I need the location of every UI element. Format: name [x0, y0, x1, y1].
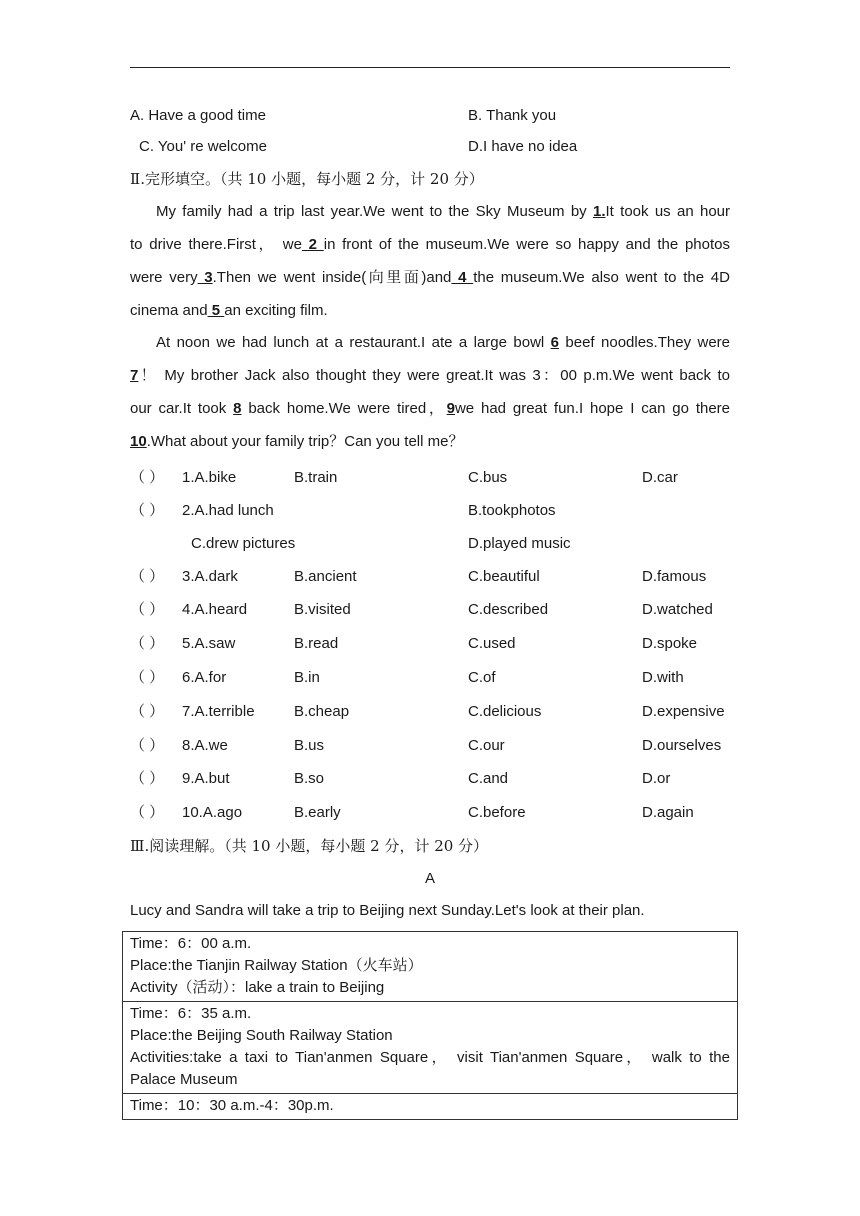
prev-option-c: C. You' re welcome	[139, 138, 267, 155]
blank-9: 9	[446, 400, 455, 417]
answer-paren[interactable]: （ ）	[130, 804, 165, 821]
prev-option-d: D.I have no idea	[468, 138, 578, 155]
blank-3: 3	[197, 269, 213, 286]
question-row-2-cont	[130, 534, 750, 554]
plan-row-3	[123, 1094, 738, 1120]
option-a: 1.A.bike	[182, 469, 237, 486]
option-d: D.car	[642, 469, 678, 486]
option-c: C.beautiful	[468, 568, 540, 585]
option-d: D.expensive	[642, 703, 725, 720]
text-run: .What about your family trip？Can you tell me？	[146, 433, 464, 450]
plan-time: Time：6：00 a.m.	[130, 935, 252, 952]
text-run: the museum.We also went to the 4D	[473, 269, 730, 286]
text-run: in front of the museum.We were so happy and the photos	[323, 236, 730, 253]
option-c: C.and	[468, 770, 509, 787]
blank-10: 10	[130, 433, 147, 450]
passage-intro: Lucy and Sandra will take a trip to Beijing next Sunday.Let's look at their plan.	[130, 902, 645, 919]
section2-heading: Ⅱ.完形填空。（共 10 小题，每小题 2 分，计 20 分）	[130, 170, 484, 188]
question-row-10	[130, 803, 750, 823]
answer-paren[interactable]: （ ）	[130, 703, 165, 720]
option-a: 4.A.heard	[182, 601, 248, 618]
blank-1: 1.	[592, 203, 606, 220]
section3-heading: Ⅲ.阅读理解。（共 10 小题，每小题 2 分，计 20 分）	[130, 837, 489, 855]
text-run: .Then we went inside(向里面)and	[212, 269, 452, 286]
answer-paren[interactable]: （ ）	[130, 469, 165, 486]
plan-activity-cont: Palace Museum	[130, 1071, 238, 1088]
paragraph-line	[130, 425, 730, 458]
text-run: we had great fun.I hope I can go there	[454, 400, 731, 417]
option-a: 10.A.ago	[182, 804, 243, 821]
blank-2: 2	[301, 236, 324, 253]
paragraph-line	[130, 195, 730, 228]
option-c: C.drew pictures	[191, 535, 296, 552]
text-run: back home.We were tired，	[241, 400, 447, 417]
plan-row-1	[123, 932, 738, 1002]
text-run: to drive there.First， we	[130, 236, 302, 253]
blank-7: 7	[130, 367, 139, 384]
paragraph-line	[130, 228, 730, 261]
text-run: cinema and	[130, 302, 208, 319]
option-b: B.tookphotos	[468, 502, 556, 519]
option-d: D.famous	[642, 568, 707, 585]
paragraph-line	[130, 392, 730, 425]
option-c: C.before	[468, 804, 526, 821]
text-run: an exciting film.	[224, 302, 328, 319]
cloze-paragraph-2	[130, 326, 730, 458]
answer-paren[interactable]: （ ）	[130, 737, 165, 754]
option-c: C.bus	[468, 469, 508, 486]
prev-option-a: A. Have a good time	[130, 107, 266, 124]
plan-place: Place:the Tianjin Railway Station（火车站）	[130, 957, 423, 974]
blank-4: 4	[451, 269, 474, 286]
plan-cell	[123, 932, 738, 1002]
option-a: 7.A.terrible	[182, 703, 255, 720]
answer-paren[interactable]: （ ）	[130, 568, 165, 585]
option-d: D.played music	[468, 535, 571, 552]
question-row-6	[130, 668, 750, 688]
answer-paren[interactable]: （ ）	[130, 669, 165, 686]
option-d: D.or	[642, 770, 671, 787]
question-row-9	[130, 769, 750, 789]
plan-cell	[123, 1002, 738, 1094]
text-run: At noon we had lunch at a restaurant.I ate a large bowl	[156, 334, 551, 351]
cloze-paragraph-1	[130, 195, 730, 327]
answer-paren[interactable]: （ ）	[130, 601, 165, 618]
paragraph-line	[130, 359, 730, 392]
answer-paren[interactable]: （ ）	[130, 502, 165, 519]
option-b: B.visited	[294, 601, 351, 618]
option-d: D.with	[642, 669, 684, 686]
plan-time: Time：10：30 a.m.-4：30p.m.	[130, 1097, 334, 1114]
question-row-8	[130, 736, 750, 756]
text-run: beef noodles.They were	[559, 334, 730, 351]
option-c: C.delicious	[468, 703, 542, 720]
option-c: C.our	[468, 737, 505, 754]
option-d: D.again	[642, 804, 694, 821]
plan-activity: Activities:take a taxi to Tian'anmen Square， visit Tian'anmen Square， walk to the	[130, 1049, 730, 1066]
answer-paren[interactable]: （ ）	[130, 635, 165, 652]
prev-option-b: B. Thank you	[468, 107, 557, 124]
question-row-1	[130, 468, 750, 488]
option-a: 6.A.for	[182, 669, 227, 686]
option-d: D.ourselves	[642, 737, 722, 754]
question-row-2	[130, 501, 750, 521]
option-b: B.cheap	[294, 703, 350, 720]
option-b: B.so	[294, 770, 325, 787]
blank-6: 6	[550, 334, 559, 351]
option-b: B.train	[294, 469, 338, 486]
question-row-4	[130, 600, 750, 620]
plan-time: Time：6：35 a.m.	[130, 1005, 252, 1022]
text-run: It took us an hour	[605, 203, 730, 220]
paragraph-line	[130, 261, 730, 294]
question-row-3	[130, 567, 750, 587]
option-c: C.described	[468, 601, 549, 618]
plan-row-2	[123, 1002, 738, 1094]
option-a: 2.A.had lunch	[182, 502, 274, 519]
passage-label: A	[425, 870, 436, 887]
option-a: 8.A.we	[182, 737, 228, 754]
plan-activity: Activity（活动）：lake a train to Beijing	[130, 979, 385, 996]
option-b: B.us	[294, 737, 325, 754]
text-run: our car.It took	[130, 400, 234, 417]
option-b: B.in	[294, 669, 320, 686]
question-row-5	[130, 634, 750, 654]
plan-place: Place:the Beijing South Railway Station	[130, 1027, 393, 1044]
option-c: C.of	[468, 669, 496, 686]
option-b: B.ancient	[294, 568, 357, 585]
text-run: My family had a trip last year.We went to the Sky Museum by	[156, 203, 593, 220]
answer-paren[interactable]: （ ）	[130, 770, 165, 787]
blank-5: 5	[207, 302, 225, 319]
text-run: ！ My brother Jack also thought they were great.It was 3：00 p.m.We went back to	[138, 367, 730, 384]
blank-8: 8	[233, 400, 242, 417]
paragraph-line	[130, 294, 730, 327]
option-a: 5.A.saw	[182, 635, 236, 652]
text-run: were very	[130, 269, 198, 286]
option-a: 9.A.but	[182, 770, 230, 787]
option-b: B.early	[294, 804, 341, 821]
option-c: C.used	[468, 635, 516, 652]
header-rule	[130, 67, 730, 68]
option-d: D.spoke	[642, 635, 698, 652]
plan-cell	[123, 1094, 738, 1120]
option-b: B.read	[294, 635, 339, 652]
paragraph-line	[130, 326, 730, 359]
option-a: 3.A.dark	[182, 568, 238, 585]
option-d: D.watched	[642, 601, 713, 618]
question-row-7	[130, 702, 750, 722]
trip-plan-table	[122, 931, 738, 1120]
